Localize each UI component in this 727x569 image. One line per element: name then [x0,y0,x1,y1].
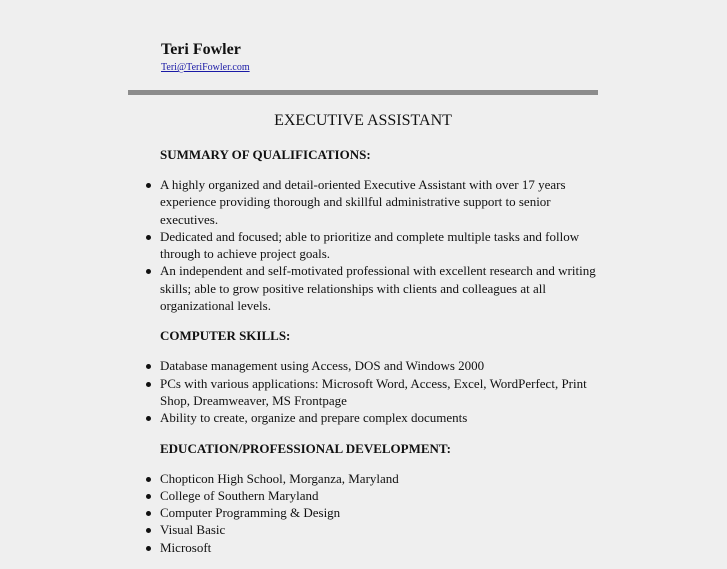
list-item: Microsoft [160,539,600,556]
resume-title: EXECUTIVE ASSISTANT [274,112,452,129]
summary-list [160,176,600,314]
section-computer-skills [160,327,600,426]
header-divider [128,90,598,95]
list-item: A highly organized and detail-oriented Executive Assistant with over 17 years experience providing thorough and skillful administrative support to senior executives. [160,176,600,228]
education-list [160,470,600,556]
resume-body [160,146,600,569]
list-item: Chopticon High School, Morganza, Maryland [160,470,600,487]
list-item: Visual Basic [160,521,600,538]
resume-header [161,40,250,74]
section-heading: EDUCATION/PROFESSIONAL DEVELOPMENT: [160,440,451,456]
list-item: PCs with various applications: Microsoft Word, Access, Excel, WordPerfect, Print Shop, Dreamweaver, MS Frontpage [160,375,600,410]
section-summary [160,146,600,314]
email-link[interactable]: Teri@TeriFowler.com [161,62,250,73]
skills-list [160,357,600,426]
list-item: An independent and self-motivated professional with excellent research and writing skills; able to grow positive relationships with clients and colleagues at all organizational levels. [160,262,600,314]
list-item: Dedicated and focused; able to prioritize and complete multiple tasks and follow through to achieve project goals. [160,228,600,263]
section-education [160,440,600,556]
person-name: Teri Fowler [161,41,241,58]
list-item: Database management using Access, DOS and Windows 2000 [160,357,600,374]
list-item: Computer Programming & Design [160,504,600,521]
list-item: College of Southern Maryland [160,487,600,504]
section-heading: COMPUTER SKILLS: [160,328,291,344]
list-item: Ability to create, organize and prepare complex documents [160,409,600,426]
section-heading: SUMMARY OF QUALIFICATIONS: [160,147,371,162]
